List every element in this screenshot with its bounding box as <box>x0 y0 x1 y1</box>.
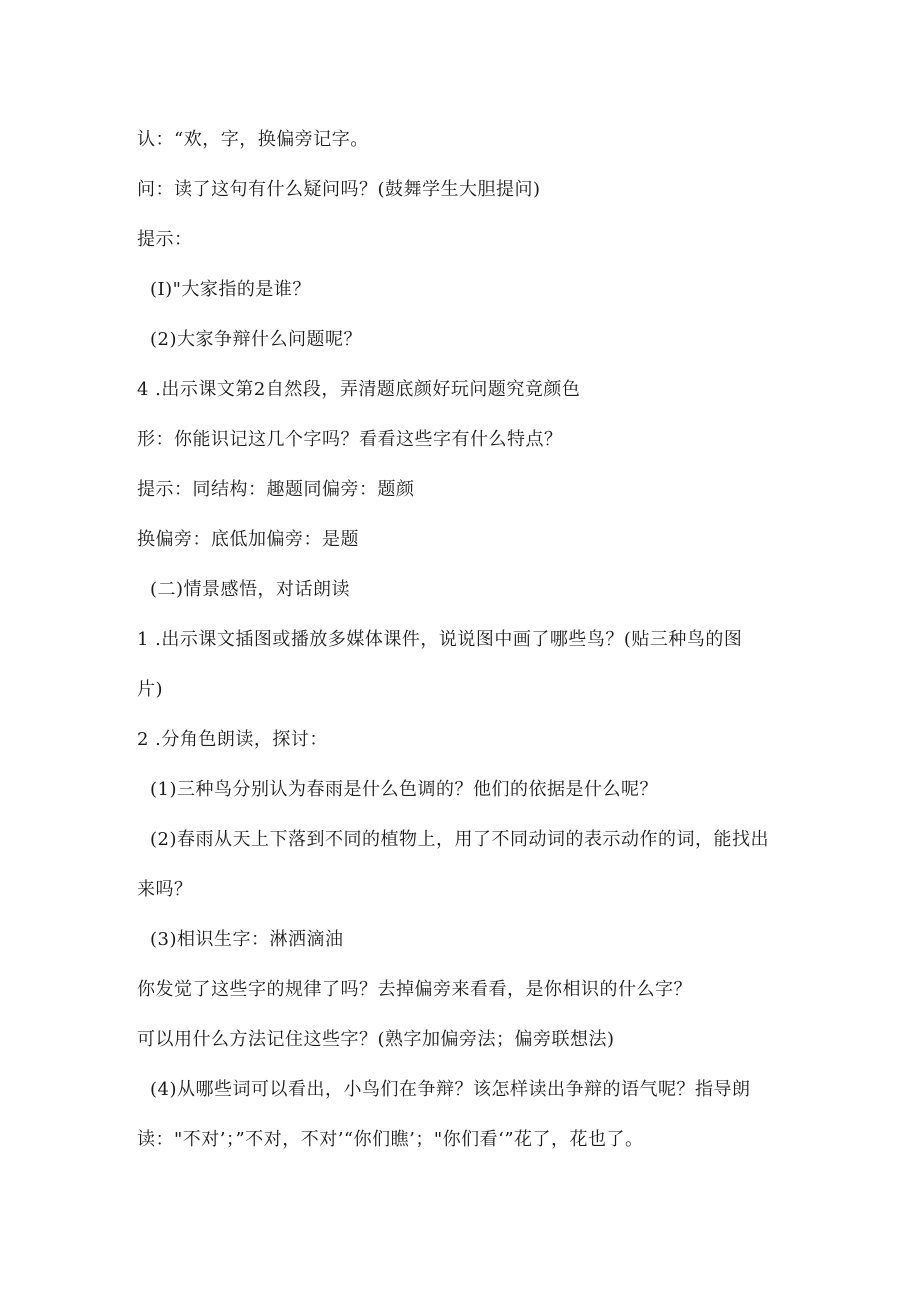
text-line: 认：“欢，字，换偏旁记字。 <box>137 129 369 150</box>
text-line: (4)从哪些词可以看出，小鸟们在争辩？该怎样读出争辩的语气呢？指导朗 <box>150 1079 751 1100</box>
text-line: (2)大家争辩什么问题呢？ <box>150 329 362 350</box>
text-line: 你发觉了这些字的规律了吗？去掉偏旁来看看，是你相识的什么字？ <box>137 979 692 1000</box>
text-line: (I)"大家指的是谁？ <box>150 279 311 300</box>
text-line: 提示：同结构：趣题同偏旁：题颜 <box>137 479 415 500</box>
text-line: 片) <box>137 679 164 700</box>
text-line: (3)相识生字：淋洒滴油 <box>150 929 344 950</box>
text-line: 形：你能识记这几个字吗？看看这些字有什么特点？ <box>137 429 563 450</box>
text-line: (1)三种鸟分别认为春雨是什么色调的？他们的依据是什么呢？ <box>150 779 658 800</box>
text-line: 2 .分角色朗读，探讨： <box>137 729 328 750</box>
text-line: 4 .出示课文第2自然段，弄清题底颜好玩问题究竟颜色 <box>137 379 581 400</box>
text-line: 1 .出示课文插图或播放多媒体课件，说说图中画了哪些鸟？(贴三种鸟的图 <box>137 629 743 650</box>
text-line: 读："不对’；”不对，不对’“你们瞧’；"你们看‘”花了，花也了。 <box>137 1129 644 1150</box>
text-line: 可以用什么方法记住这些字？(熟字加偏旁法；偏旁联想法) <box>137 1029 615 1050</box>
text-line: 换偏旁：底低加偏旁：是题 <box>137 529 359 550</box>
text-line: 来吗？ <box>137 879 193 900</box>
text-line: (2)春雨从天上下落到不同的植物上，用了不同动词的表示动作的词，能找出 <box>150 829 769 850</box>
section-heading: (二)情景感悟，对话朗读 <box>150 579 351 600</box>
text-line: 问：读了这句有什么疑问吗？(鼓舞学生大胆提问) <box>137 179 541 200</box>
text-line: 提示： <box>137 229 193 250</box>
